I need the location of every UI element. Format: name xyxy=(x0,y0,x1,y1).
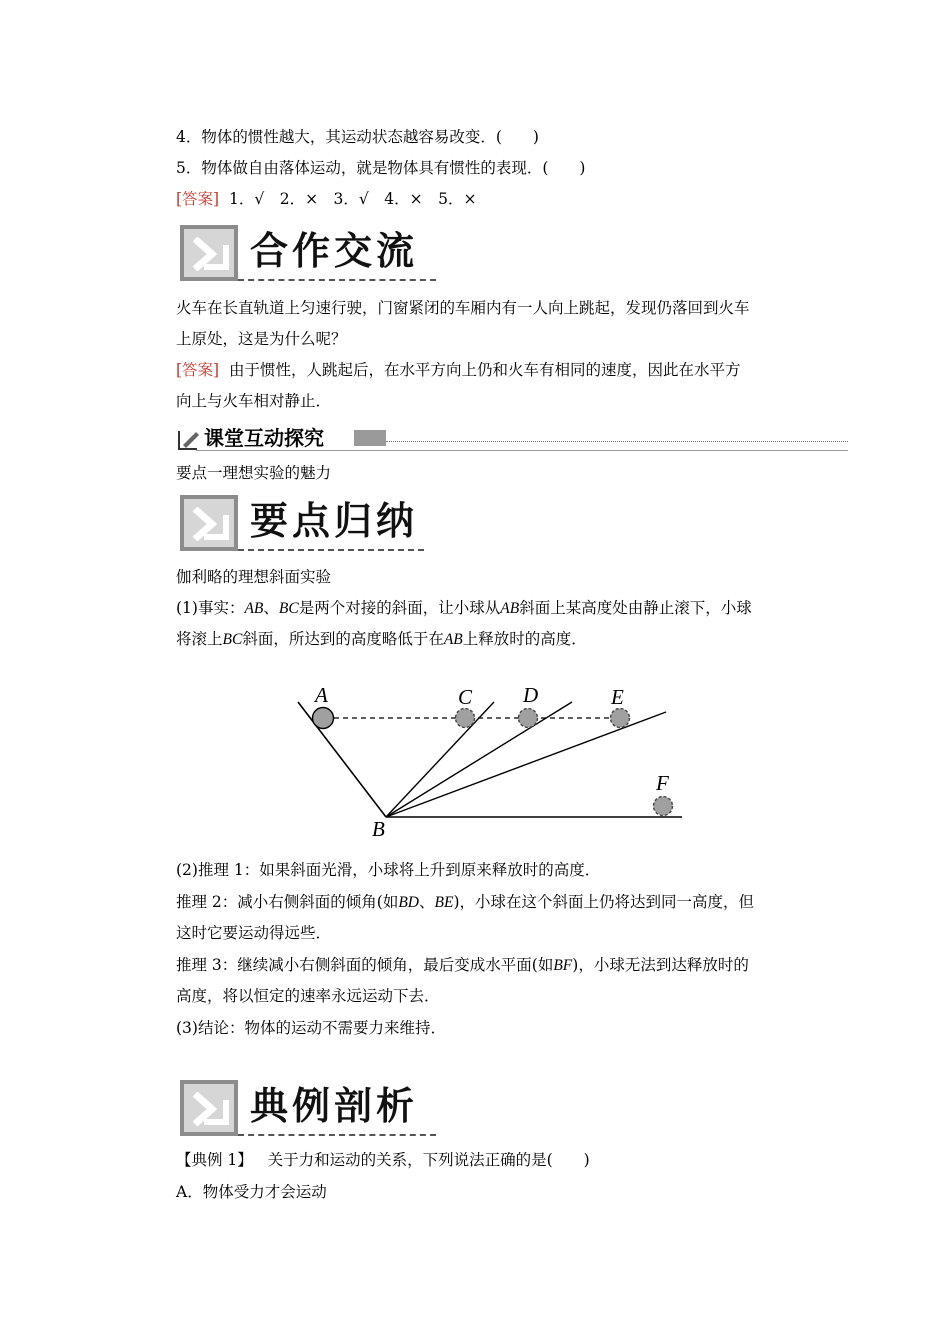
banner-title: 合作交流 xyxy=(250,229,419,273)
example-1 xyxy=(176,1150,590,1170)
coop-paragraph-line-1: 火车在长直轨道上匀速行驶，门窗紧闭的车厢内有一人向上跳起，发现仍落回到火车 xyxy=(176,299,750,317)
segment-ab: AB xyxy=(443,631,463,648)
text: 、 xyxy=(263,599,279,617)
answer-line-2-cont: 向上与火车相对静止． xyxy=(176,392,332,410)
ball-d xyxy=(519,709,538,728)
experiment-title: 伽利略的理想斜面实验 xyxy=(176,568,332,586)
text: 推理 2：减小右侧斜面的倾角(如 xyxy=(176,893,399,911)
reasoning-2-cont: 这时它要运动得远些． xyxy=(176,924,332,942)
option-a: A．物体受力才会运动 xyxy=(176,1183,327,1201)
example-label: 【典例 1】 xyxy=(176,1151,253,1169)
incline-diagram xyxy=(290,680,690,840)
fact-line-2 xyxy=(176,629,587,650)
label-a: A xyxy=(315,683,328,707)
segment-bd: BD xyxy=(398,894,420,911)
text: 斜面，所达到的高度略低于在 xyxy=(242,630,444,648)
incline-bd xyxy=(386,702,572,817)
banner-example xyxy=(180,1080,436,1136)
section-rule xyxy=(386,441,848,442)
segment-ab: AB xyxy=(244,600,264,617)
ball-f xyxy=(654,797,673,816)
text: 上释放时的高度． xyxy=(462,630,587,648)
answer-text: 1．√ 2．× 3．√ 4．× 5．× xyxy=(228,190,477,208)
answer-text: 由于惯性，人跳起后，在水平方向上仍和火车有相同的速度，因此在水平方 xyxy=(228,361,741,379)
fact-line-1 xyxy=(176,598,752,619)
text: )，小球无法到达释放时的 xyxy=(572,956,749,974)
section-baseline xyxy=(196,450,848,451)
conclusion: (3)结论：物体的运动不需要力来维持． xyxy=(176,1019,446,1037)
reasoning-2 xyxy=(176,892,754,913)
answer-line-2 xyxy=(176,360,740,380)
segment-bc: BC xyxy=(278,600,299,617)
banner-title: 要点归纳 xyxy=(250,499,419,543)
text: )，小球在这个斜面上仍将达到同一高度，但 xyxy=(453,893,755,911)
banner-dashline xyxy=(238,1134,436,1136)
text: 、 xyxy=(419,893,435,911)
segment-be: BE xyxy=(434,894,454,911)
answer-line-1 xyxy=(176,189,477,209)
reasoning-1: (2)推理 1：如果斜面光滑，小球将上升到原来释放时的高度． xyxy=(176,861,601,879)
label-f: F xyxy=(656,771,669,795)
coop-paragraph-line-2: 上原处，这是为什么呢？ xyxy=(176,330,347,348)
text: 推理 3：继续减小右侧斜面的倾角，最后变成水平面(如 xyxy=(176,956,554,974)
example-question: 关于力和运动的关系，下列说法正确的是( ) xyxy=(267,1151,590,1169)
text: 斜面上某高度处由静止滚下，小球 xyxy=(519,599,752,617)
answer-label: [答案] xyxy=(176,361,220,379)
incline-ab xyxy=(298,702,386,817)
banner-dashline xyxy=(238,279,436,281)
double-arrow-icon xyxy=(190,237,230,271)
label-b: B xyxy=(372,817,385,840)
section-bar xyxy=(354,430,386,446)
segment-bc: BC xyxy=(222,631,243,648)
text: (1)事实： xyxy=(176,599,245,617)
ball-c xyxy=(456,709,475,728)
segment-ab: AB xyxy=(500,600,520,617)
banner-cooperation xyxy=(180,225,436,281)
label-e: E xyxy=(611,685,624,709)
ball-e xyxy=(611,709,630,728)
point-heading: 要点一理想实验的魅力 xyxy=(176,464,332,482)
banner-summary xyxy=(180,495,424,551)
question-5: 5．物体做自由落体运动，就是物体具有惯性的表现．( ) xyxy=(176,159,586,177)
segment-bf: BF xyxy=(553,957,573,974)
banner-title: 典例剖析 xyxy=(250,1084,419,1128)
banner-dashline xyxy=(238,549,424,551)
double-arrow-icon xyxy=(190,507,230,541)
text: 将滚上 xyxy=(176,630,223,648)
label-c: C xyxy=(458,685,473,709)
section-title: 课堂互动探究 xyxy=(204,426,324,450)
double-arrow-icon xyxy=(190,1092,230,1126)
ball-a xyxy=(313,708,334,729)
pencil-arrow-icon xyxy=(176,427,202,451)
question-4: 4．物体的惯性越大，其运动状态越容易改变．( ) xyxy=(176,128,539,146)
label-d: D xyxy=(523,683,539,707)
answer-label: [答案] xyxy=(176,190,220,208)
section-header xyxy=(176,425,848,451)
text: 是两个对接的斜面，让小球从 xyxy=(298,599,501,617)
reasoning-3-cont: 高度，将以恒定的速率永远运动下去． xyxy=(176,987,440,1005)
reasoning-3 xyxy=(176,955,749,976)
